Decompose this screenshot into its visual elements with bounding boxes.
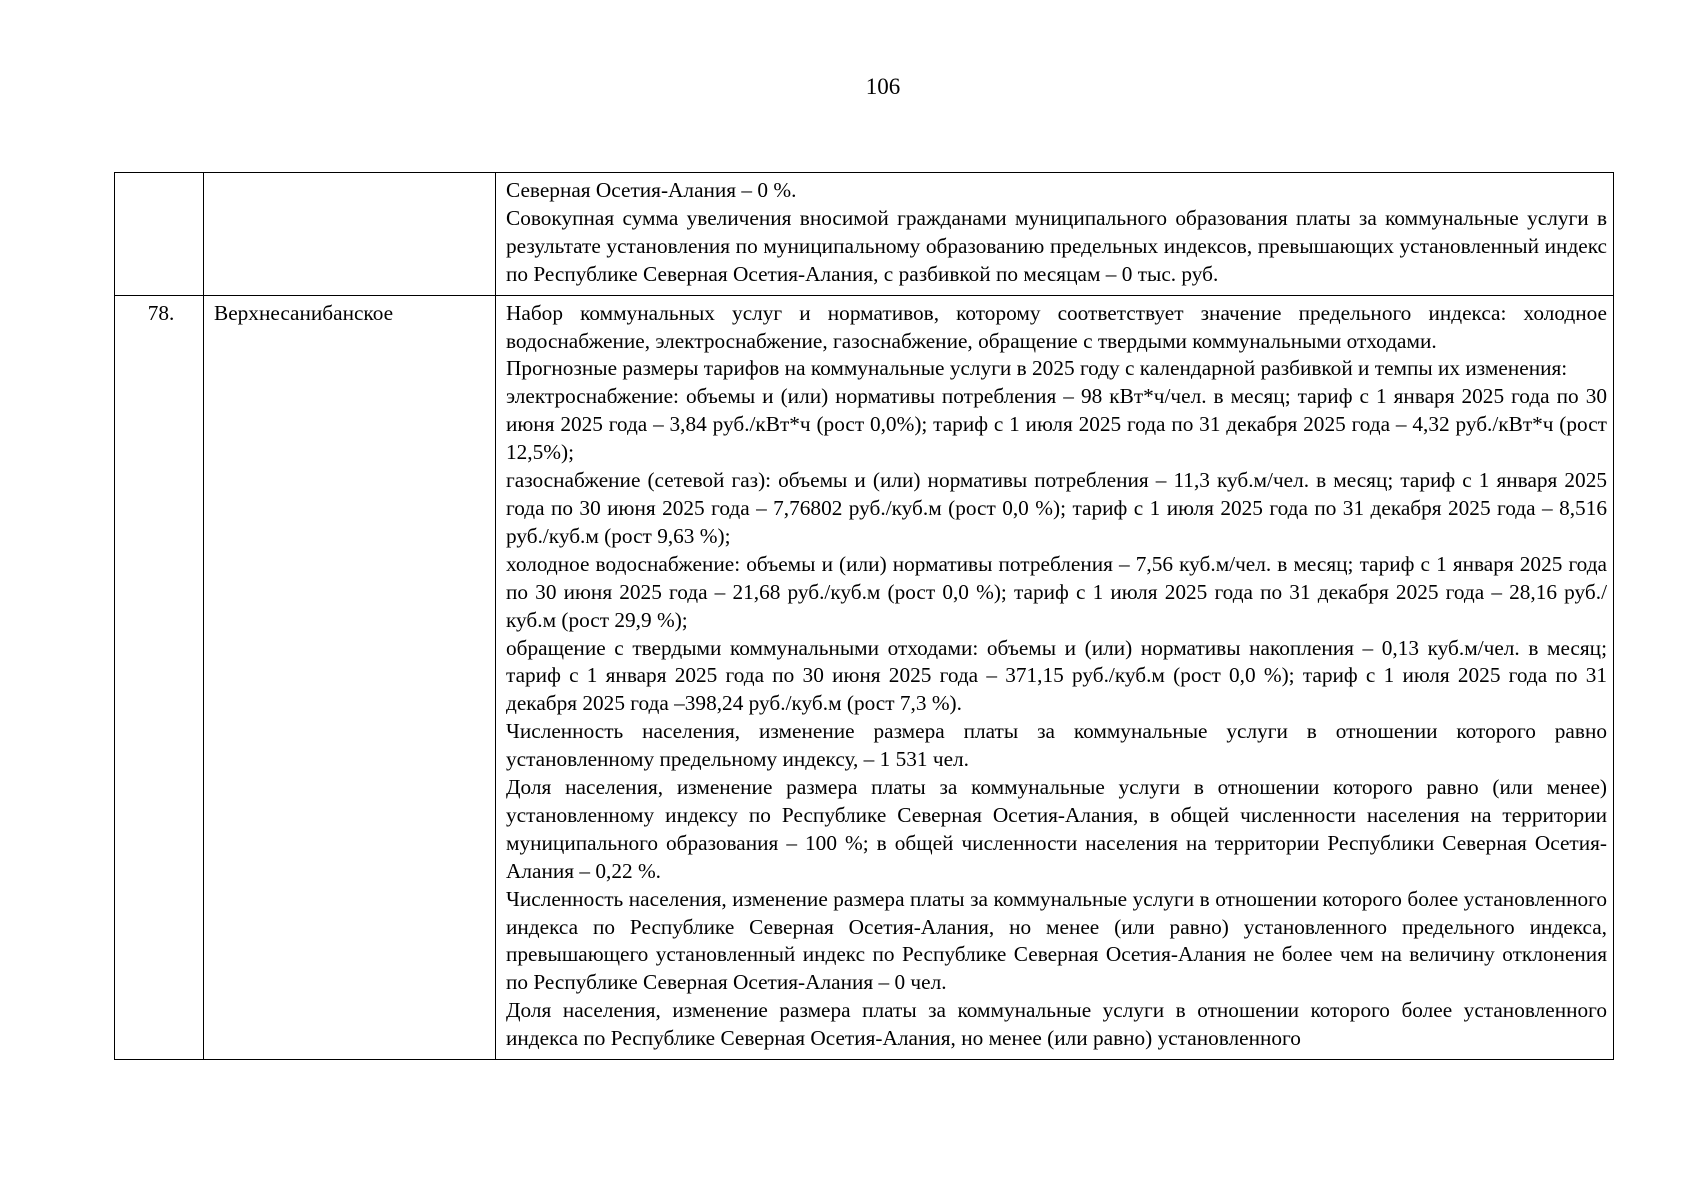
paragraph: Северная Осетия-Алания – 0 %. [506, 178, 797, 202]
paragraph: Совокупная сумма увеличения вносимой гражданами муниципального образования платы за коммунальные услуги в результате установления по муниципальному образованию предельных индексов, превышающих установленный индекс по Республике Северная Осетия-Алания, с разбивкой по месяцам – 0 тыс. руб. [506, 205, 1607, 286]
municipal-tariff-table [114, 172, 1614, 1060]
paragraph: Доля населения, изменение размера платы за коммунальные услуги в отношении которого более установленного индекса по Республике Северная Осетия-Алания, но менее (или равно) установленного [506, 998, 1607, 1051]
paragraph: Прогнозные размеры тарифов на коммунальные услуги в 2025 году с календарной разбивкой и темпы их изменения: [506, 356, 1568, 381]
row-number-cell: 78. [115, 295, 204, 1059]
page-number: 106 [865, 74, 901, 99]
table-row [115, 295, 1614, 1059]
paragraph: Доля населения, изменение размера платы за коммунальные услуги в отношении которого равно (или менее) установленному индексу по Республике Северная Осетия-Алания, в общей численности населения на территории муниципального образования – 100 %; в общей численности населения на территории Республики Северная Осетия-Алания – 0,22 %. [506, 775, 1607, 883]
paragraph: Численность населения, изменение размера платы за коммунальные услуги в отношении которого более установленного индекса по Республике Северная Осетия-Алания, но менее (или равно) установленного предельного индекса, превышающего установленный индекс по Республике Северная Осетия-Алания не более чем на величину отклонения по Республике Северная Осетия-Алания – 0 чел. [506, 886, 1607, 995]
paragraph: обращение с твердыми коммунальными отходами: объемы и (или) нормативы накопления – 0,13 куб.м/чел. в месяц; тариф с 1 января 2025 года по 30 июня 2025 года – 371,15 руб./куб.м (рост 0,0 %); тариф с 1 июля 2025 года по 31 декабря 2025 года –398,24 руб./куб.м (рост 7,3 %). [506, 635, 1607, 716]
table-row [115, 173, 1614, 296]
paragraph: холодное водоснабжение: объемы и (или) нормативы потребления – 7,56 куб.м/чел. в месяц; тариф с 1 января 2025 года по 30 июня 2025 года – 21,68 руб./куб.м (рост 0,0 %); тариф с 1 июля 2025 года по 31 декабря 2025 года – 28,16 руб./куб.м (рост 29,9 %); [506, 551, 1607, 632]
municipality-name-cell: Верхнесанибанское [204, 295, 496, 1059]
paragraph: электроснабжение: объемы и (или) нормативы потребления – 98 кВт*ч/чел. в месяц; тариф с 1 января 2025 года по 30 июня 2025 года – 3,84 руб./кВт*ч (рост 0,0%); тариф с 1 июля 2025 года по 31 декабря 2025 года – 4,32 руб./кВт*ч (рост 12,5%); [506, 384, 1607, 465]
row-number-cell [115, 173, 204, 296]
municipality-name-cell [204, 173, 496, 296]
description-cell [496, 173, 1614, 296]
paragraph: газоснабжение (сетевой газ): объемы и (или) нормативы потребления – 11,3 куб.м/чел. в месяц; тариф с 1 января 2025 года по 30 июня 2025 года – 7,76802 руб./куб.м (рост 0,0 %); тариф с 1 июля 2025 года по 31 декабря 2025 года – 8,516 руб./куб.м (рост 9,63 %); [506, 468, 1607, 548]
paragraph: Набор коммунальных услуг и нормативов, которому соответствует значение предельного индекса: холодное водоснабжение, электроснабжение, газоснабжение, обращение с твердыми коммунальными отходами. [506, 300, 1607, 353]
paragraph: Численность населения, изменение размера платы за коммунальные услуги в отношении которого равно установленному предельному индексу, – 1 531 чел. [506, 719, 1607, 772]
description-cell [496, 295, 1614, 1059]
